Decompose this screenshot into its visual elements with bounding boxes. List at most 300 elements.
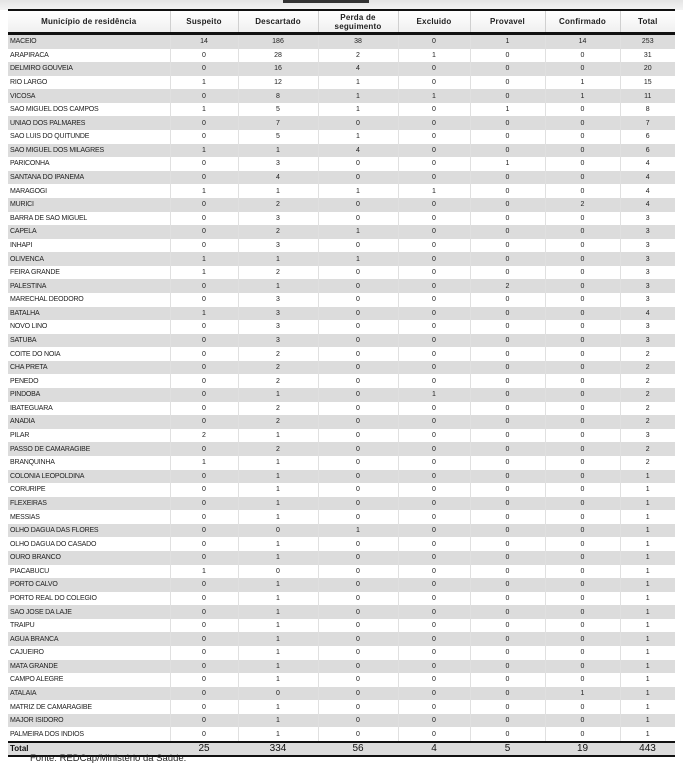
cell-municipio: CAMPO ALEGRE: [8, 673, 170, 687]
cell-suspeito: 1: [170, 266, 238, 280]
cell-total: 1: [620, 497, 675, 511]
cell-municipio: TRAIPU: [8, 619, 170, 633]
cell-total: 6: [620, 130, 675, 144]
cell-municipio: OLHO DAGUA DAS FLORES: [8, 524, 170, 538]
cell-descartado: 28: [238, 49, 318, 63]
cell-perda-de-seguimento: 4: [318, 62, 398, 76]
cell-provavel: 0: [470, 116, 545, 130]
cell-total: 3: [620, 279, 675, 293]
table-row: [8, 497, 675, 511]
cell-descartado: 1: [238, 632, 318, 646]
total-descartado: 334: [238, 742, 318, 756]
cell-excluido: 0: [398, 252, 470, 266]
cell-provavel: 0: [470, 144, 545, 158]
cell-municipio: PILAR: [8, 429, 170, 443]
cell-suspeito: 0: [170, 388, 238, 402]
cell-total: 1: [620, 592, 675, 606]
cell-excluido: 0: [398, 673, 470, 687]
cell-provavel: 0: [470, 510, 545, 524]
cell-municipio: IBATEGUARA: [8, 402, 170, 416]
total-provavel: 5: [470, 742, 545, 756]
cell-descartado: 1: [238, 700, 318, 714]
cell-provavel: 0: [470, 524, 545, 538]
cell-descartado: 3: [238, 307, 318, 321]
cell-confirmado: 0: [545, 62, 620, 76]
cell-suspeito: 0: [170, 727, 238, 742]
cell-total: 3: [620, 429, 675, 443]
table-row: [8, 198, 675, 212]
cell-total: 1: [620, 605, 675, 619]
cell-confirmado: 0: [545, 171, 620, 185]
cell-total: 3: [620, 239, 675, 253]
cell-perda-de-seguimento: 0: [318, 660, 398, 674]
cell-descartado: 2: [238, 198, 318, 212]
cell-municipio: CHA PRETA: [8, 361, 170, 375]
cell-excluido: 0: [398, 361, 470, 375]
cell-provavel: 0: [470, 130, 545, 144]
cell-total: 3: [620, 252, 675, 266]
cell-perda-de-seguimento: 1: [318, 184, 398, 198]
cell-municipio: MARAGOGI: [8, 184, 170, 198]
cell-descartado: 1: [238, 470, 318, 484]
cell-excluido: 0: [398, 497, 470, 511]
cell-suspeito: 0: [170, 279, 238, 293]
cell-provavel: 0: [470, 76, 545, 90]
cell-confirmado: 0: [545, 415, 620, 429]
cell-provavel: 0: [470, 415, 545, 429]
table-row: [8, 592, 675, 606]
cell-provavel: 0: [470, 714, 545, 728]
cell-confirmado: 0: [545, 632, 620, 646]
cell-suspeito: 0: [170, 49, 238, 63]
cell-perda-de-seguimento: 1: [318, 225, 398, 239]
cell-suspeito: 0: [170, 673, 238, 687]
cell-excluido: 0: [398, 307, 470, 321]
cell-confirmado: 0: [545, 279, 620, 293]
cell-suspeito: 0: [170, 347, 238, 361]
cell-perda-de-seguimento: 0: [318, 212, 398, 226]
table-body: [8, 34, 675, 743]
cell-municipio: MARECHAL DEODORO: [8, 293, 170, 307]
cell-excluido: 0: [398, 225, 470, 239]
cell-perda-de-seguimento: 0: [318, 483, 398, 497]
cell-descartado: 0: [238, 524, 318, 538]
cell-perda-de-seguimento: 0: [318, 293, 398, 307]
cell-perda-de-seguimento: 38: [318, 34, 398, 49]
cell-excluido: 0: [398, 334, 470, 348]
cell-municipio: SANTANA DO IPANEMA: [8, 171, 170, 185]
col-header-perda-de-seguimento: Perda de seguimento: [318, 10, 398, 34]
cell-municipio: MATA GRANDE: [8, 660, 170, 674]
cell-excluido: 0: [398, 130, 470, 144]
cell-total: 1: [620, 524, 675, 538]
cell-excluido: 0: [398, 470, 470, 484]
cell-descartado: 12: [238, 76, 318, 90]
cell-suspeito: 0: [170, 116, 238, 130]
cell-suspeito: 0: [170, 524, 238, 538]
col-header-excluido: Excluido: [398, 10, 470, 34]
cell-excluido: 0: [398, 442, 470, 456]
cell-municipio: PALESTINA: [8, 279, 170, 293]
col-header-confirmado: Confirmado: [545, 10, 620, 34]
cell-total: 4: [620, 171, 675, 185]
table-row: [8, 89, 675, 103]
cell-suspeito: 0: [170, 320, 238, 334]
col-header-descartado: Descartado: [238, 10, 318, 34]
cell-perda-de-seguimento: 0: [318, 551, 398, 565]
cell-provavel: 0: [470, 212, 545, 226]
cell-excluido: 0: [398, 347, 470, 361]
cell-descartado: 3: [238, 157, 318, 171]
cell-suspeito: 0: [170, 402, 238, 416]
cell-perda-de-seguimento: 0: [318, 619, 398, 633]
table-row: [8, 565, 675, 579]
cell-municipio: SAO LUIS DO QUITUNDE: [8, 130, 170, 144]
cell-perda-de-seguimento: 0: [318, 727, 398, 742]
cell-excluido: 0: [398, 619, 470, 633]
cell-provavel: 2: [470, 279, 545, 293]
cell-provavel: 0: [470, 388, 545, 402]
cell-provavel: 0: [470, 619, 545, 633]
cell-confirmado: 0: [545, 103, 620, 117]
cell-municipio: AGUA BRANCA: [8, 632, 170, 646]
cell-descartado: 5: [238, 130, 318, 144]
cell-descartado: 2: [238, 402, 318, 416]
cell-confirmado: 0: [545, 225, 620, 239]
table-row: [8, 116, 675, 130]
cell-confirmado: 0: [545, 470, 620, 484]
table-row: [8, 62, 675, 76]
cell-total: 2: [620, 442, 675, 456]
table-row: [8, 619, 675, 633]
cell-excluido: 0: [398, 524, 470, 538]
cell-confirmado: 0: [545, 157, 620, 171]
cell-excluido: 0: [398, 171, 470, 185]
cell-descartado: 1: [238, 646, 318, 660]
cell-municipio: PIACABUCU: [8, 565, 170, 579]
cell-excluido: 0: [398, 266, 470, 280]
table-row: [8, 334, 675, 348]
cell-confirmado: 0: [545, 646, 620, 660]
cell-total: 8: [620, 103, 675, 117]
cell-excluido: 0: [398, 551, 470, 565]
table-row: [8, 157, 675, 171]
cell-descartado: 1: [238, 551, 318, 565]
cell-excluido: 0: [398, 374, 470, 388]
cell-total: 1: [620, 483, 675, 497]
cell-excluido: 0: [398, 660, 470, 674]
cell-confirmado: 0: [545, 483, 620, 497]
table-row: [8, 388, 675, 402]
cell-descartado: 2: [238, 361, 318, 375]
cell-confirmado: 0: [545, 619, 620, 633]
cell-descartado: 1: [238, 184, 318, 198]
cell-perda-de-seguimento: 0: [318, 592, 398, 606]
cell-municipio: ARAPIRACA: [8, 49, 170, 63]
cell-municipio: SAO MIGUEL DOS CAMPOS: [8, 103, 170, 117]
cell-descartado: 5: [238, 103, 318, 117]
cell-suspeito: 0: [170, 646, 238, 660]
cell-descartado: 3: [238, 293, 318, 307]
table-row: [8, 551, 675, 565]
cell-suspeito: 0: [170, 293, 238, 307]
cell-descartado: 16: [238, 62, 318, 76]
cell-municipio: MACEIO: [8, 34, 170, 49]
cell-provavel: 0: [470, 429, 545, 443]
cell-municipio: PASSO DE CAMARAGIBE: [8, 442, 170, 456]
cell-descartado: 1: [238, 660, 318, 674]
cell-suspeito: 0: [170, 537, 238, 551]
cell-confirmado: 0: [545, 605, 620, 619]
cell-confirmado: 0: [545, 442, 620, 456]
cell-total: 1: [620, 619, 675, 633]
cell-suspeito: 1: [170, 252, 238, 266]
cell-municipio: PARICONHA: [8, 157, 170, 171]
cell-excluido: 0: [398, 565, 470, 579]
cell-excluido: 0: [398, 320, 470, 334]
cell-provavel: 0: [470, 605, 545, 619]
cell-total: 4: [620, 307, 675, 321]
cell-suspeito: 0: [170, 551, 238, 565]
cell-suspeito: 0: [170, 225, 238, 239]
cell-municipio: PORTO CALVO: [8, 578, 170, 592]
cell-descartado: 0: [238, 565, 318, 579]
cell-perda-de-seguimento: 0: [318, 116, 398, 130]
cell-perda-de-seguimento: 0: [318, 429, 398, 443]
cell-confirmado: 1: [545, 76, 620, 90]
cell-confirmado: 0: [545, 347, 620, 361]
cell-municipio: PENEDO: [8, 374, 170, 388]
cell-descartado: 1: [238, 483, 318, 497]
cell-excluido: 1: [398, 388, 470, 402]
cell-excluido: 0: [398, 76, 470, 90]
cell-perda-de-seguimento: 0: [318, 361, 398, 375]
table-row: [8, 293, 675, 307]
cell-total: 11: [620, 89, 675, 103]
cell-confirmado: 0: [545, 551, 620, 565]
cell-perda-de-seguimento: 0: [318, 673, 398, 687]
table-row: [8, 402, 675, 416]
cell-excluido: 0: [398, 34, 470, 49]
cell-suspeito: 0: [170, 619, 238, 633]
cell-confirmado: 0: [545, 130, 620, 144]
cell-provavel: 0: [470, 592, 545, 606]
cell-provavel: 0: [470, 374, 545, 388]
cell-confirmado: 14: [545, 34, 620, 49]
cell-provavel: 0: [470, 184, 545, 198]
cell-descartado: 3: [238, 212, 318, 226]
cell-confirmado: 1: [545, 89, 620, 103]
cell-municipio: MAJOR ISIDORO: [8, 714, 170, 728]
cell-excluido: 0: [398, 537, 470, 551]
cell-perda-de-seguimento: 0: [318, 266, 398, 280]
cell-municipio: PINDOBA: [8, 388, 170, 402]
table-row: [8, 714, 675, 728]
cell-confirmado: 0: [545, 307, 620, 321]
cell-perda-de-seguimento: 4: [318, 144, 398, 158]
cell-total: 2: [620, 388, 675, 402]
cell-perda-de-seguimento: 0: [318, 646, 398, 660]
cell-excluido: 0: [398, 578, 470, 592]
cell-provavel: 0: [470, 361, 545, 375]
cell-excluido: 0: [398, 116, 470, 130]
cell-total: 1: [620, 660, 675, 674]
cell-suspeito: 2: [170, 429, 238, 443]
cell-confirmado: 0: [545, 320, 620, 334]
cell-excluido: 1: [398, 49, 470, 63]
cell-perda-de-seguimento: 0: [318, 334, 398, 348]
cell-suspeito: 1: [170, 76, 238, 90]
cell-descartado: 1: [238, 279, 318, 293]
cell-confirmado: 0: [545, 374, 620, 388]
cell-suspeito: 14: [170, 34, 238, 49]
cell-municipio: BARRA DE SAO MIGUEL: [8, 212, 170, 226]
cell-municipio: BRANQUINHA: [8, 456, 170, 470]
total-confirmado: 19: [545, 742, 620, 756]
table-row: [8, 727, 675, 742]
cell-total: 4: [620, 198, 675, 212]
cell-perda-de-seguimento: 1: [318, 252, 398, 266]
cell-total: 1: [620, 700, 675, 714]
cell-total: 1: [620, 537, 675, 551]
cell-perda-de-seguimento: 0: [318, 605, 398, 619]
cell-total: 4: [620, 157, 675, 171]
table-row: [8, 374, 675, 388]
cell-perda-de-seguimento: 0: [318, 415, 398, 429]
table-row: [8, 510, 675, 524]
cell-confirmado: 0: [545, 714, 620, 728]
table-row: [8, 266, 675, 280]
cell-descartado: 1: [238, 388, 318, 402]
cell-perda-de-seguimento: 0: [318, 347, 398, 361]
cell-confirmado: 0: [545, 361, 620, 375]
cell-confirmado: 0: [545, 510, 620, 524]
cell-provavel: 0: [470, 565, 545, 579]
cell-perda-de-seguimento: 2: [318, 49, 398, 63]
cell-provavel: 1: [470, 103, 545, 117]
cell-perda-de-seguimento: 0: [318, 388, 398, 402]
cell-descartado: 1: [238, 252, 318, 266]
cell-excluido: 0: [398, 592, 470, 606]
cell-descartado: 8: [238, 89, 318, 103]
cell-municipio: BATALHA: [8, 307, 170, 321]
cell-provavel: 0: [470, 347, 545, 361]
cell-total: 20: [620, 62, 675, 76]
cell-excluido: 0: [398, 646, 470, 660]
cell-descartado: 3: [238, 334, 318, 348]
cell-descartado: 2: [238, 347, 318, 361]
col-header-municipio: Município de residência: [8, 10, 170, 34]
table-row: [8, 239, 675, 253]
cell-confirmado: 0: [545, 429, 620, 443]
cell-provavel: 0: [470, 551, 545, 565]
cell-descartado: 1: [238, 619, 318, 633]
cell-total: 3: [620, 212, 675, 226]
cell-total: 1: [620, 714, 675, 728]
cell-descartado: 2: [238, 374, 318, 388]
cell-descartado: 1: [238, 592, 318, 606]
cell-municipio: ATALAIA: [8, 687, 170, 701]
cell-perda-de-seguimento: 0: [318, 537, 398, 551]
cell-descartado: 1: [238, 429, 318, 443]
table-row: [8, 578, 675, 592]
cell-confirmado: 0: [545, 239, 620, 253]
cell-provavel: 0: [470, 171, 545, 185]
cell-excluido: 0: [398, 62, 470, 76]
cell-excluido: 1: [398, 184, 470, 198]
cell-total: 7: [620, 116, 675, 130]
cell-confirmado: 0: [545, 660, 620, 674]
cell-confirmado: 0: [545, 184, 620, 198]
cell-confirmado: 0: [545, 388, 620, 402]
cell-total: 3: [620, 334, 675, 348]
cell-descartado: 1: [238, 714, 318, 728]
cell-confirmado: 0: [545, 402, 620, 416]
table-row: [8, 252, 675, 266]
cell-suspeito: 0: [170, 510, 238, 524]
cell-suspeito: 0: [170, 374, 238, 388]
cell-municipio: CAPELA: [8, 225, 170, 239]
cell-perda-de-seguimento: 0: [318, 279, 398, 293]
cell-municipio: CAJUEIRO: [8, 646, 170, 660]
cell-perda-de-seguimento: 1: [318, 103, 398, 117]
cell-provavel: 0: [470, 49, 545, 63]
table-row: [8, 307, 675, 321]
total-excluido: 4: [398, 742, 470, 756]
cell-excluido: 0: [398, 415, 470, 429]
cell-excluido: 0: [398, 456, 470, 470]
table-row: [8, 144, 675, 158]
cell-descartado: 4: [238, 171, 318, 185]
cell-municipio: OLHO DAGUA DO CASADO: [8, 537, 170, 551]
cell-confirmado: 0: [545, 673, 620, 687]
cell-confirmado: 0: [545, 565, 620, 579]
cell-municipio: FEIRA GRANDE: [8, 266, 170, 280]
cell-provavel: 0: [470, 239, 545, 253]
cell-descartado: 1: [238, 456, 318, 470]
cell-total: 2: [620, 456, 675, 470]
cell-excluido: 0: [398, 727, 470, 742]
cell-provavel: 0: [470, 578, 545, 592]
cell-municipio: SAO MIGUEL DOS MILAGRES: [8, 144, 170, 158]
cell-confirmado: 0: [545, 49, 620, 63]
cell-provavel: 0: [470, 89, 545, 103]
cell-municipio: COLONIA LEOPOLDINA: [8, 470, 170, 484]
total-total: 443: [620, 742, 675, 756]
cell-provavel: 0: [470, 442, 545, 456]
cell-descartado: 1: [238, 578, 318, 592]
cell-confirmado: 0: [545, 116, 620, 130]
cell-confirmado: 0: [545, 578, 620, 592]
cell-suspeito: 0: [170, 700, 238, 714]
cell-provavel: 0: [470, 483, 545, 497]
cell-total: 2: [620, 361, 675, 375]
cell-perda-de-seguimento: 0: [318, 402, 398, 416]
cell-municipio: MESSIAS: [8, 510, 170, 524]
cell-suspeito: 0: [170, 660, 238, 674]
table-row: [8, 660, 675, 674]
cell-municipio: OLIVENCA: [8, 252, 170, 266]
cell-descartado: 2: [238, 442, 318, 456]
municipality-cases-table: [8, 9, 675, 757]
cell-suspeito: 0: [170, 198, 238, 212]
cell-suspeito: 0: [170, 605, 238, 619]
cell-excluido: 0: [398, 103, 470, 117]
cell-descartado: 3: [238, 239, 318, 253]
table-row: [8, 605, 675, 619]
cell-excluido: 1: [398, 89, 470, 103]
cell-perda-de-seguimento: 0: [318, 442, 398, 456]
